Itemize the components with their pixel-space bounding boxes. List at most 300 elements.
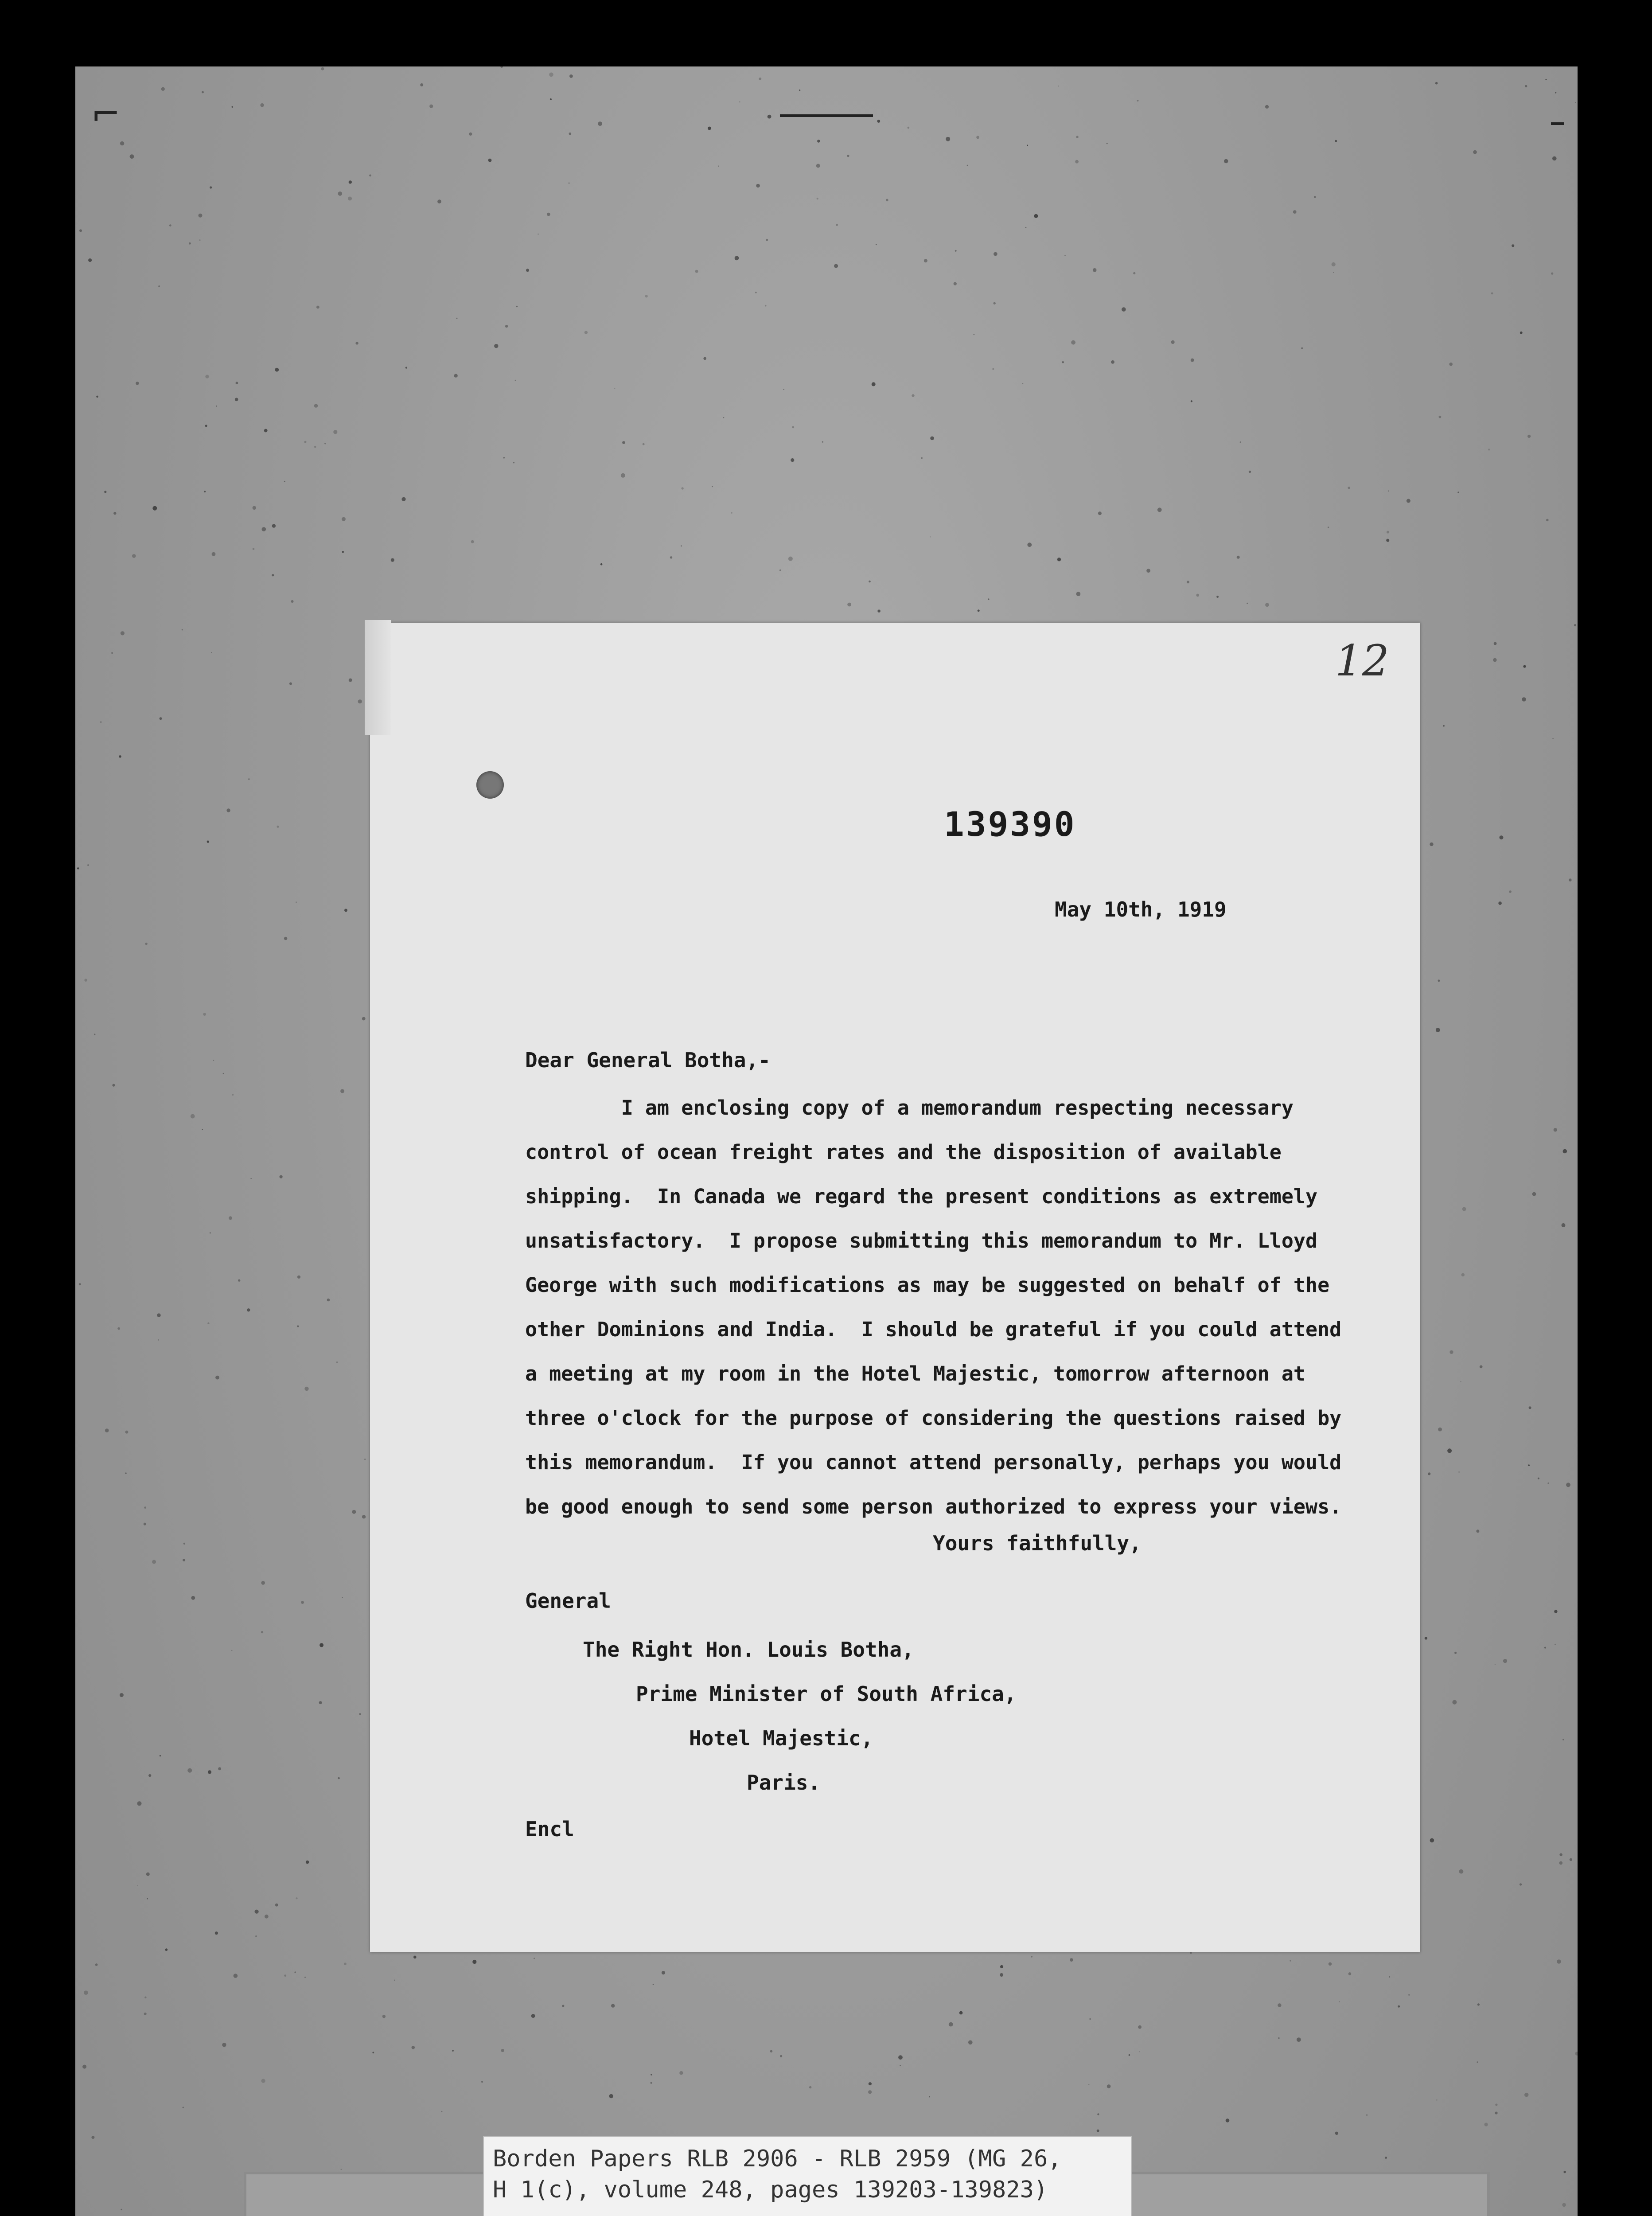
speckle (681, 487, 683, 489)
speckle (251, 1178, 252, 1179)
speckle (534, 1958, 535, 1959)
speckle (275, 1904, 278, 1907)
speckle (1500, 835, 1504, 839)
speckle (817, 198, 818, 199)
speckle (1226, 2118, 1230, 2122)
speckle (735, 256, 739, 260)
speckle (280, 1175, 283, 1178)
speckle (296, 1897, 297, 1899)
corner-mark-top-left: ⌐ (91, 93, 121, 134)
speckle (77, 867, 79, 870)
speckle (84, 979, 87, 982)
speckle (284, 1974, 286, 1977)
speckle (338, 1777, 339, 1779)
speckle (643, 443, 645, 445)
letter-body (525, 1086, 1380, 1529)
speckle (223, 1073, 224, 1074)
speckle (836, 224, 838, 226)
speckle (1449, 363, 1453, 366)
speckle (215, 1376, 219, 1380)
speckle (817, 140, 820, 143)
speckle (959, 2011, 963, 2015)
speckle (456, 318, 457, 319)
speckle (401, 497, 405, 501)
speckle (1477, 2061, 1478, 2063)
speckle (1473, 150, 1477, 154)
speckle (550, 98, 552, 100)
speckle (708, 127, 711, 130)
speckle (304, 1387, 308, 1391)
speckle (297, 1325, 299, 1327)
speckle (1430, 1838, 1434, 1843)
speckle (501, 2049, 504, 2052)
speckle (324, 443, 326, 444)
speckle (1062, 361, 1064, 363)
speckle (1575, 102, 1576, 103)
speckle (84, 1990, 88, 1995)
speckle (1569, 878, 1572, 882)
speckle (609, 2094, 613, 2098)
speckle (132, 554, 136, 558)
speckle (111, 652, 113, 654)
speckle (822, 441, 823, 442)
speckle (210, 1232, 211, 1233)
speckle (949, 2022, 953, 2027)
speckle (1435, 82, 1438, 85)
speckle (549, 73, 553, 77)
address-line-1: General (525, 1589, 611, 1613)
speckle (125, 1431, 129, 1434)
speckle (515, 380, 516, 381)
speckle (344, 1962, 347, 1965)
speckle (569, 133, 572, 135)
speckle (272, 524, 276, 527)
speckle (1076, 136, 1078, 138)
speckle (1335, 2132, 1338, 2135)
speckle (1240, 441, 1241, 443)
speckle (88, 258, 92, 262)
speckle (1447, 1448, 1452, 1453)
speckle (265, 1915, 269, 1919)
speckle (783, 389, 784, 390)
speckle (1503, 1659, 1507, 1663)
speckle (809, 2086, 811, 2088)
speckle (234, 1974, 238, 1978)
speckle (382, 2015, 386, 2018)
speckle (731, 512, 732, 514)
speckle (1386, 539, 1389, 542)
speckle (161, 87, 165, 91)
enclosure-note: Encl (525, 1817, 574, 1841)
speckle (229, 1216, 232, 1220)
speckle (513, 462, 514, 463)
speckle (1562, 1739, 1564, 1740)
speckle (1458, 1471, 1460, 1473)
speckle (1187, 581, 1189, 583)
speckle (215, 1931, 218, 1935)
address-line-5: Paris. (747, 1771, 821, 1795)
speckle (1328, 527, 1329, 528)
speckle (1237, 556, 1240, 559)
speckle (1076, 592, 1081, 596)
collection-label-line-1: Borden Papers RLB 2906 - RLB 2959 (MG 26, (493, 2146, 1062, 2172)
speckle (82, 2065, 86, 2069)
speckle (79, 229, 82, 232)
speckle (121, 2209, 122, 2210)
speckle (187, 1768, 192, 1773)
speckle (231, 1650, 232, 1651)
speckle (1566, 1483, 1570, 1487)
mount-board (75, 66, 1578, 2216)
speckle (1301, 347, 1303, 349)
speckle (679, 2071, 683, 2075)
speckle (204, 491, 206, 492)
speckle (413, 1956, 417, 1959)
speckle (1265, 603, 1269, 607)
speckle (199, 214, 203, 218)
speckle (1146, 569, 1150, 573)
speckle (816, 164, 820, 168)
speckle (261, 1631, 263, 1633)
speckle (872, 382, 876, 386)
body-line: shipping. In Canada we regard the present conditions as extremely (525, 1185, 1318, 1208)
speckle (1107, 143, 1108, 144)
speckle (1335, 140, 1337, 142)
speckle (327, 1299, 330, 1302)
speckle (695, 270, 698, 273)
speckle (1546, 79, 1547, 80)
speckle (1107, 2084, 1111, 2088)
speckle (1452, 1700, 1457, 1705)
speckle (1428, 1472, 1430, 1475)
speckle (429, 105, 433, 108)
speckle (1137, 100, 1139, 101)
speckle (1449, 1350, 1453, 1354)
speckle (1557, 1959, 1561, 1963)
speckle (1057, 558, 1061, 561)
speckle (954, 282, 957, 285)
speckle (364, 1459, 366, 1460)
speckle (191, 1596, 195, 1600)
speckle (930, 536, 931, 537)
speckle (1366, 2115, 1368, 2116)
speckle (205, 375, 209, 378)
speckle (1297, 2037, 1301, 2042)
speckle (1457, 492, 1459, 493)
speckle (144, 1506, 146, 1509)
speckle (96, 396, 98, 398)
speckle (301, 1601, 304, 1604)
speckle (255, 1935, 257, 1937)
document-number: 139390 (944, 804, 1076, 844)
speckle (336, 1362, 338, 1363)
speckle (869, 2082, 872, 2085)
speckle (1088, 2084, 1089, 2085)
speckle (921, 457, 923, 459)
speckle (1216, 596, 1219, 598)
speckle (183, 1543, 185, 1545)
speckle (1075, 160, 1079, 164)
speckle (1122, 307, 1126, 312)
speckle (213, 1060, 214, 1061)
speckle (147, 1898, 148, 1899)
speckle (349, 180, 352, 183)
speckle (1454, 1652, 1457, 1654)
speckle (1098, 511, 1102, 515)
speckle (342, 517, 346, 521)
speckle (262, 527, 266, 531)
speckle (569, 74, 573, 78)
speckle (1554, 1128, 1557, 1131)
speckle (584, 331, 588, 334)
speckle (1430, 843, 1433, 846)
speckle (314, 404, 318, 408)
speckle (598, 121, 602, 126)
speckle (930, 437, 934, 441)
speckle (144, 2013, 147, 2015)
speckle (739, 101, 740, 102)
speckle (1436, 1028, 1440, 1032)
speckle (137, 1885, 138, 1886)
speckle (779, 570, 781, 571)
speckle (1551, 273, 1553, 275)
speckle (1191, 359, 1194, 362)
speckle (1438, 1428, 1442, 1432)
speckle (405, 367, 407, 369)
speckle (113, 512, 116, 515)
speckle (1498, 901, 1502, 905)
speckle (968, 2040, 973, 2045)
speckle (1462, 1207, 1466, 1211)
letter-folded-corner (365, 620, 391, 735)
speckle (1562, 1223, 1566, 1227)
speckle (1438, 979, 1440, 982)
speckle (876, 244, 877, 245)
speckle (712, 486, 713, 487)
speckle (765, 305, 767, 307)
registration-line-right (1551, 122, 1564, 125)
speckle (412, 2046, 415, 2049)
speckle (1546, 519, 1549, 522)
speckle (653, 1984, 654, 1985)
body-line: three o'clock for the purpose of considering the questions raised by (525, 1406, 1342, 1430)
address-line-4: Hotel Majestic, (689, 1726, 873, 1750)
speckle (614, 388, 615, 389)
speckle (79, 1283, 81, 1285)
speckle (992, 368, 994, 370)
speckle (1249, 471, 1251, 473)
speckle (362, 1017, 366, 1021)
speckle (260, 103, 264, 107)
speckle (562, 2005, 564, 2007)
speckle (481, 2081, 483, 2083)
speckle (1348, 1972, 1352, 1975)
speckle (158, 1339, 159, 1341)
speckle (1436, 2099, 1438, 2101)
speckle (1538, 1478, 1539, 1479)
speckle (1224, 159, 1228, 163)
address-line-2: The Right Hon. Louis Botha, (583, 1638, 914, 1662)
speckle (868, 2090, 872, 2094)
speckle (516, 306, 518, 308)
speckle (645, 295, 648, 297)
speckle (352, 1510, 356, 1514)
speckle (1093, 268, 1097, 272)
speckle (780, 2055, 782, 2057)
speckle (1477, 2003, 1480, 2005)
speckle (531, 2014, 535, 2018)
speckle (87, 864, 89, 866)
speckle (1570, 1858, 1572, 1861)
speckle (766, 239, 768, 241)
letter-date: May 10th, 1919 (1055, 897, 1227, 921)
speckle (886, 199, 888, 202)
speckle (488, 159, 492, 162)
speckle (358, 699, 362, 703)
speckle (1408, 1994, 1410, 1996)
speckle (1562, 2203, 1566, 2207)
speckle (148, 1774, 151, 1777)
body-line: be good enough to send some person authorized to express your views. (525, 1495, 1342, 1518)
speckle (340, 1089, 344, 1093)
speckle (1527, 435, 1531, 438)
speckle (755, 292, 756, 293)
speckle (1522, 697, 1526, 701)
speckle (144, 1997, 146, 1998)
speckle (1031, 1956, 1032, 1957)
speckle (304, 1977, 306, 1978)
speckle (877, 609, 881, 613)
body-line: other Dominions and India. I should be grateful if you could attend (525, 1318, 1342, 1341)
speckle (1509, 890, 1512, 893)
speckle (284, 481, 285, 482)
speckle (341, 2169, 342, 2170)
speckle (130, 154, 134, 159)
speckle (210, 186, 212, 188)
speckle (232, 1094, 234, 1096)
speckle (247, 1308, 250, 1311)
speckle (1034, 214, 1038, 218)
speckle (1071, 340, 1075, 345)
speckle (1425, 1637, 1427, 1639)
speckle (91, 2136, 94, 2139)
speckle (1495, 1664, 1496, 1665)
speckle (505, 325, 508, 328)
speckle (1476, 1529, 1479, 1533)
speckle (622, 441, 625, 444)
speckle (976, 136, 979, 139)
speckle (500, 66, 503, 68)
speckle (342, 1597, 343, 1598)
speckle (1190, 1952, 1192, 1954)
speckle (183, 1559, 185, 1561)
speckle (1332, 262, 1336, 266)
speckle (1070, 1958, 1073, 1962)
speckle (146, 1873, 150, 1876)
speckle (304, 441, 307, 443)
speckle (296, 901, 297, 903)
speckle (289, 683, 292, 685)
speckle (1089, 2018, 1091, 2020)
speckle (316, 306, 319, 309)
speckle (847, 155, 849, 157)
speckle (1532, 1192, 1536, 1196)
speckle (441, 2111, 442, 2112)
speckle (1443, 725, 1445, 727)
speckle (261, 2079, 265, 2083)
speckle (1314, 196, 1316, 198)
speckle (420, 83, 423, 86)
speckle (651, 2082, 652, 2084)
speckle (253, 548, 255, 550)
speckle (1459, 1869, 1464, 1874)
speckle (344, 909, 347, 912)
speckle (203, 1013, 206, 1016)
speckle (788, 557, 793, 561)
speckle (1552, 738, 1553, 739)
speckle (621, 473, 625, 478)
speckle (236, 382, 238, 384)
speckle (338, 191, 343, 196)
speckle (569, 183, 570, 184)
collection-label (483, 2136, 1132, 2216)
speckle (182, 629, 183, 630)
speckle (235, 398, 238, 402)
speckle (1027, 542, 1032, 547)
body-line: unsatisfactory. I propose submitting this memorandum to Mr. Lloyd (525, 1229, 1318, 1252)
speckle (759, 78, 761, 80)
speckle (255, 1910, 259, 1914)
speckle (94, 1034, 95, 1035)
speckle (348, 197, 352, 201)
speckle (1278, 2003, 1281, 2007)
speckle (199, 239, 200, 241)
speckle (1129, 2054, 1130, 2056)
speckle (718, 166, 719, 167)
speckle (681, 545, 682, 546)
speckle (1333, 272, 1334, 273)
speckle (125, 1472, 127, 1474)
speckle (277, 826, 279, 828)
speckle (205, 425, 207, 427)
speckle (169, 224, 171, 226)
speckle (600, 563, 603, 566)
speckle (1555, 92, 1556, 94)
speckle (1000, 1965, 1003, 1968)
speckle (120, 1693, 124, 1697)
speckle (1512, 244, 1514, 247)
speckle (967, 165, 968, 166)
speckle (1461, 1273, 1465, 1276)
speckle (1329, 1962, 1332, 1966)
speckle (1495, 2103, 1497, 2106)
speckle (469, 133, 472, 136)
speckle (526, 269, 529, 272)
speckle (202, 91, 204, 94)
speckle (160, 1755, 161, 1756)
speckle (1111, 360, 1114, 364)
speckle (1495, 2112, 1497, 2115)
speckle (929, 2096, 930, 2098)
speckle (452, 2050, 454, 2052)
speckle (222, 2043, 226, 2047)
speckle (202, 1129, 203, 1130)
speckle (1387, 531, 1389, 534)
speckle (1290, 1960, 1291, 1962)
speckle (152, 506, 157, 511)
speckle (454, 374, 458, 378)
speckle (284, 937, 287, 940)
